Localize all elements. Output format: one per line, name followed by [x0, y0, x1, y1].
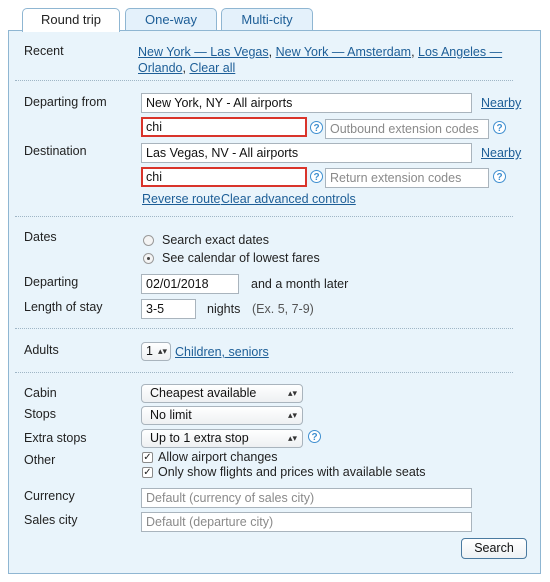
other-label: Other: [24, 453, 56, 467]
checkmark-icon: ✓: [143, 452, 152, 463]
length-of-stay-input[interactable]: 3-5: [141, 299, 196, 319]
help-icon[interactable]: ?: [310, 170, 323, 183]
dates-label: Dates: [24, 230, 57, 244]
children-seniors-link[interactable]: Children, seniors: [175, 345, 269, 359]
available-seats-checkbox[interactable]: [142, 467, 153, 478]
help-icon[interactable]: ?: [310, 121, 323, 134]
allow-airport-changes-label: Allow airport changes: [158, 450, 278, 464]
allow-airport-changes-checkbox[interactable]: [142, 452, 153, 463]
tab-round-trip[interactable]: Round trip: [22, 8, 120, 32]
divider: [15, 328, 513, 329]
stops-value: No limit: [150, 408, 192, 422]
clear-recent-link[interactable]: Clear all: [189, 61, 236, 75]
nights-label: nights: [207, 302, 241, 316]
up-down-arrows-icon: ▴▾: [157, 346, 167, 356]
tab-one-way[interactable]: One-way: [125, 8, 217, 30]
search-exact-dates-radio[interactable]: [143, 235, 154, 246]
return-extension-codes-input[interactable]: Return extension codes: [325, 168, 489, 188]
destination-codes-input[interactable]: chi: [141, 167, 307, 187]
up-down-arrows-icon: ▴▾: [287, 410, 297, 420]
adults-select[interactable]: [141, 342, 171, 361]
departing-date-suffix: and a month later: [251, 277, 349, 291]
up-down-arrows-icon: ▴▾: [287, 433, 297, 443]
calendar-lowest-fares-radio[interactable]: [143, 253, 154, 264]
stops-label: Stops: [24, 407, 56, 421]
departing-nearby-link[interactable]: Nearby: [481, 96, 522, 110]
recent-searches: New York — Las Vegas, New York — Amsterdam, Los Angeles — Orlando, Clear all: [138, 45, 503, 75]
departing-date-label: Departing: [24, 275, 79, 289]
up-down-arrows-icon: ▴▾: [287, 388, 297, 398]
currency-label: Currency: [24, 489, 75, 503]
calendar-lowest-fares-label: See calendar of lowest fares: [162, 251, 320, 265]
departing-from-input[interactable]: New York, NY - All airports: [141, 93, 472, 113]
currency-input[interactable]: Default (currency of sales city): [141, 488, 472, 508]
checkmark-icon: ✓: [143, 467, 152, 478]
destination-nearby-link[interactable]: Nearby: [481, 146, 522, 160]
help-icon[interactable]: ?: [493, 170, 506, 183]
help-icon[interactable]: ?: [493, 121, 506, 134]
adults-value: 1: [146, 344, 153, 358]
departing-codes-input[interactable]: chi: [141, 117, 307, 137]
available-seats-label: Only show flights and prices with available seats: [158, 465, 426, 479]
destination-label: Destination: [24, 144, 87, 158]
length-of-stay-hint: (Ex. 5, 7-9): [252, 302, 314, 316]
recent-link-los-angeles-orlando[interactable]: Los Angeles — Orlando: [138, 45, 503, 75]
recent-link-new-york-las-vegas[interactable]: New York — Las Vegas: [138, 45, 269, 59]
destination-input[interactable]: Las Vegas, NV - All airports: [141, 143, 472, 163]
help-icon[interactable]: ?: [308, 430, 321, 443]
extra-stops-value: Up to 1 extra stop: [150, 431, 249, 445]
divider: [15, 80, 513, 81]
search-button[interactable]: Search: [461, 538, 527, 559]
cabin-label: Cabin: [24, 386, 57, 400]
recent-link-new-york-amsterdam[interactable]: New York — Amsterdam: [275, 45, 412, 59]
clear-advanced-controls-link[interactable]: Clear advanced controls: [221, 192, 356, 206]
sales-city-label: Sales city: [24, 513, 78, 527]
recent-label: Recent: [24, 44, 64, 58]
departing-from-label: Departing from: [24, 95, 107, 109]
departing-date-input[interactable]: 02/01/2018: [141, 274, 239, 294]
length-of-stay-label: Length of stay: [24, 300, 103, 314]
cabin-select[interactable]: [141, 384, 303, 403]
tab-multi-city[interactable]: Multi-city: [221, 8, 313, 30]
sales-city-input[interactable]: Default (departure city): [141, 512, 472, 532]
extra-stops-label: Extra stops: [24, 431, 87, 445]
divider: [15, 216, 513, 217]
outbound-extension-codes-input[interactable]: Outbound extension codes: [325, 119, 489, 139]
divider: [15, 372, 513, 373]
cabin-value: Cheapest available: [150, 386, 257, 400]
reverse-route-link[interactable]: Reverse route: [142, 192, 221, 206]
extra-stops-select[interactable]: [141, 429, 303, 448]
stops-select[interactable]: [141, 406, 303, 425]
search-exact-dates-label: Search exact dates: [162, 233, 270, 247]
adults-label: Adults: [24, 343, 59, 357]
